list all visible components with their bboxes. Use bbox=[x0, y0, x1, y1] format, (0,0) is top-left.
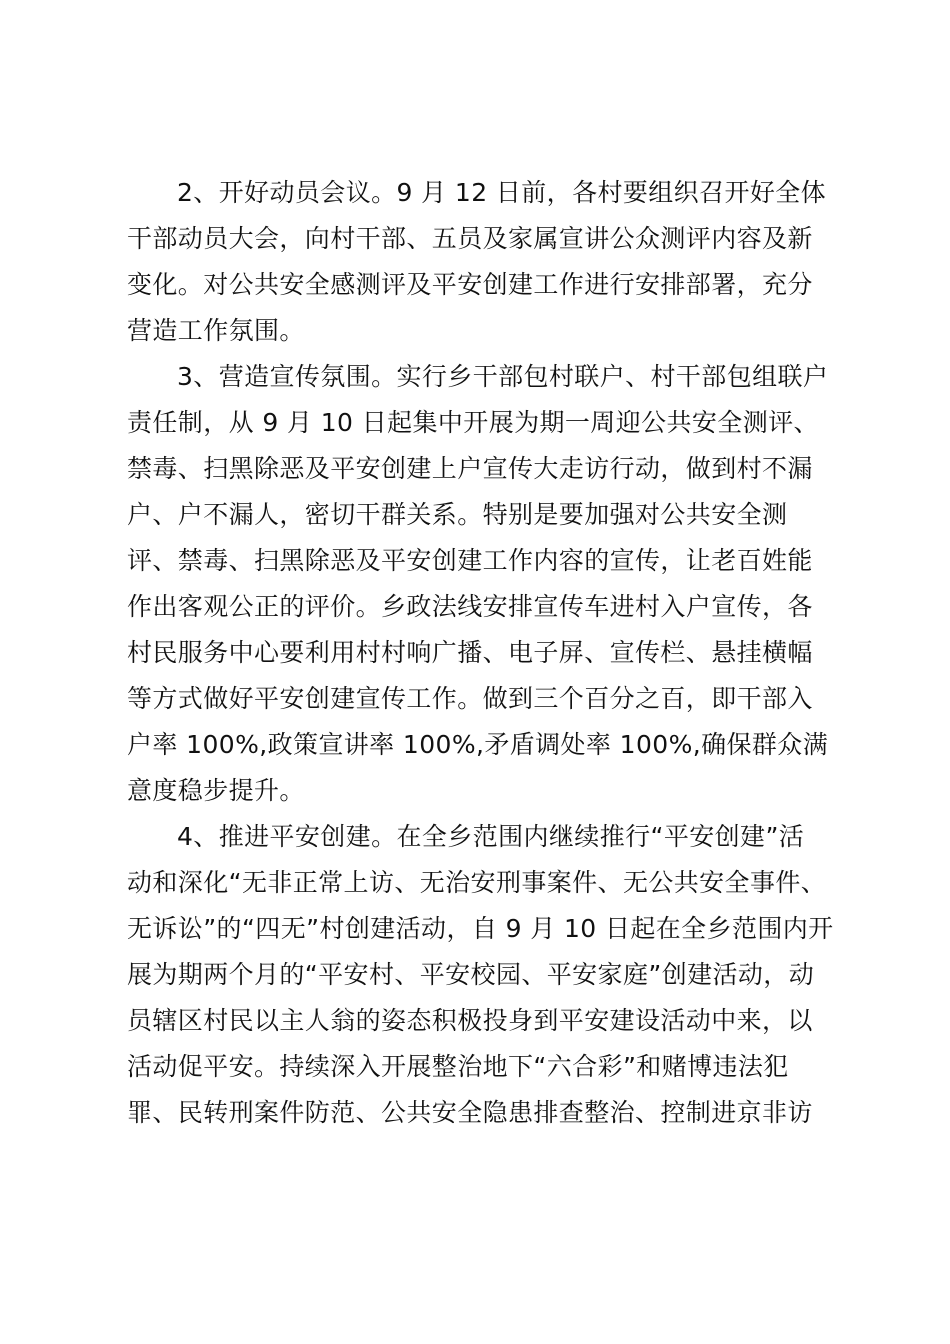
text-line: 变化。对公共安全感测评及平安创建工作进行安排部署，充分 bbox=[127, 270, 813, 299]
text-line: 展为期两个月的“平安村、平安校园、平安家庭”创建活动，动 bbox=[127, 960, 815, 989]
text-line: 活动促平安。持续深入开展整治地下“六合彩”和赌博违法犯 bbox=[127, 1052, 789, 1081]
text-line: 等方式做好平安创建宣传工作。做到三个百分之百，即干部入 bbox=[127, 684, 813, 713]
text-line: 干部动员大会，向村干部、五员及家属宣讲公众测评内容及新 bbox=[127, 224, 813, 253]
text-line: 意度稳步提升。 bbox=[127, 776, 305, 805]
text-line: 户、户不漏人，密切干群关系。特别是要加强对公共安全测 bbox=[127, 500, 788, 529]
text-line: 4、推进平安创建。在全乡范围内继续推行“平安创建”活 bbox=[177, 822, 805, 851]
text-line: 评、禁毒、扫黑除恶及平安创建工作内容的宣传，让老百姓能 bbox=[127, 546, 813, 575]
text-line: 户率 100%,政策宣讲率 100%,矛盾调处率 100%,确保群众满 bbox=[127, 730, 829, 759]
text-line: 罪、民转刑案件防范、公共安全隐患排查整治、控制进京非访 bbox=[127, 1098, 813, 1127]
text-line: 员辖区村民以主人翁的姿态积极投身到平安建设活动中来，以 bbox=[127, 1006, 813, 1035]
text-line: 无诉讼”的“四无”村创建活动，自 9 月 10 日起在全乡范围内开 bbox=[127, 914, 834, 943]
text-line: 动和深化“无非正常上访、无治安刑事案件、无公共安全事件、 bbox=[127, 868, 827, 897]
text-line: 禁毒、扫黑除恶及平安创建上户宣传大走访行动，做到村不漏 bbox=[127, 454, 813, 483]
text-line: 村民服务中心要利用村村响广播、电子屏、宣传栏、悬挂横幅 bbox=[127, 638, 813, 667]
text-line: 责任制，从 9 月 10 日起集中开展为期一周迎公共安全测评、 bbox=[127, 408, 819, 437]
text-line: 作出客观公正的评价。乡政法线安排宣传车进村入户宣传，各 bbox=[127, 592, 813, 621]
text-line: 营造工作氛围。 bbox=[127, 316, 305, 345]
text-line: 3、营造宣传氛围。实行乡干部包村联户、村干部包组联户 bbox=[177, 362, 829, 391]
document-body bbox=[127, 170, 834, 1136]
text-line: 2、开好动员会议。9 月 12 日前，各村要组织召开好全体 bbox=[177, 178, 827, 207]
